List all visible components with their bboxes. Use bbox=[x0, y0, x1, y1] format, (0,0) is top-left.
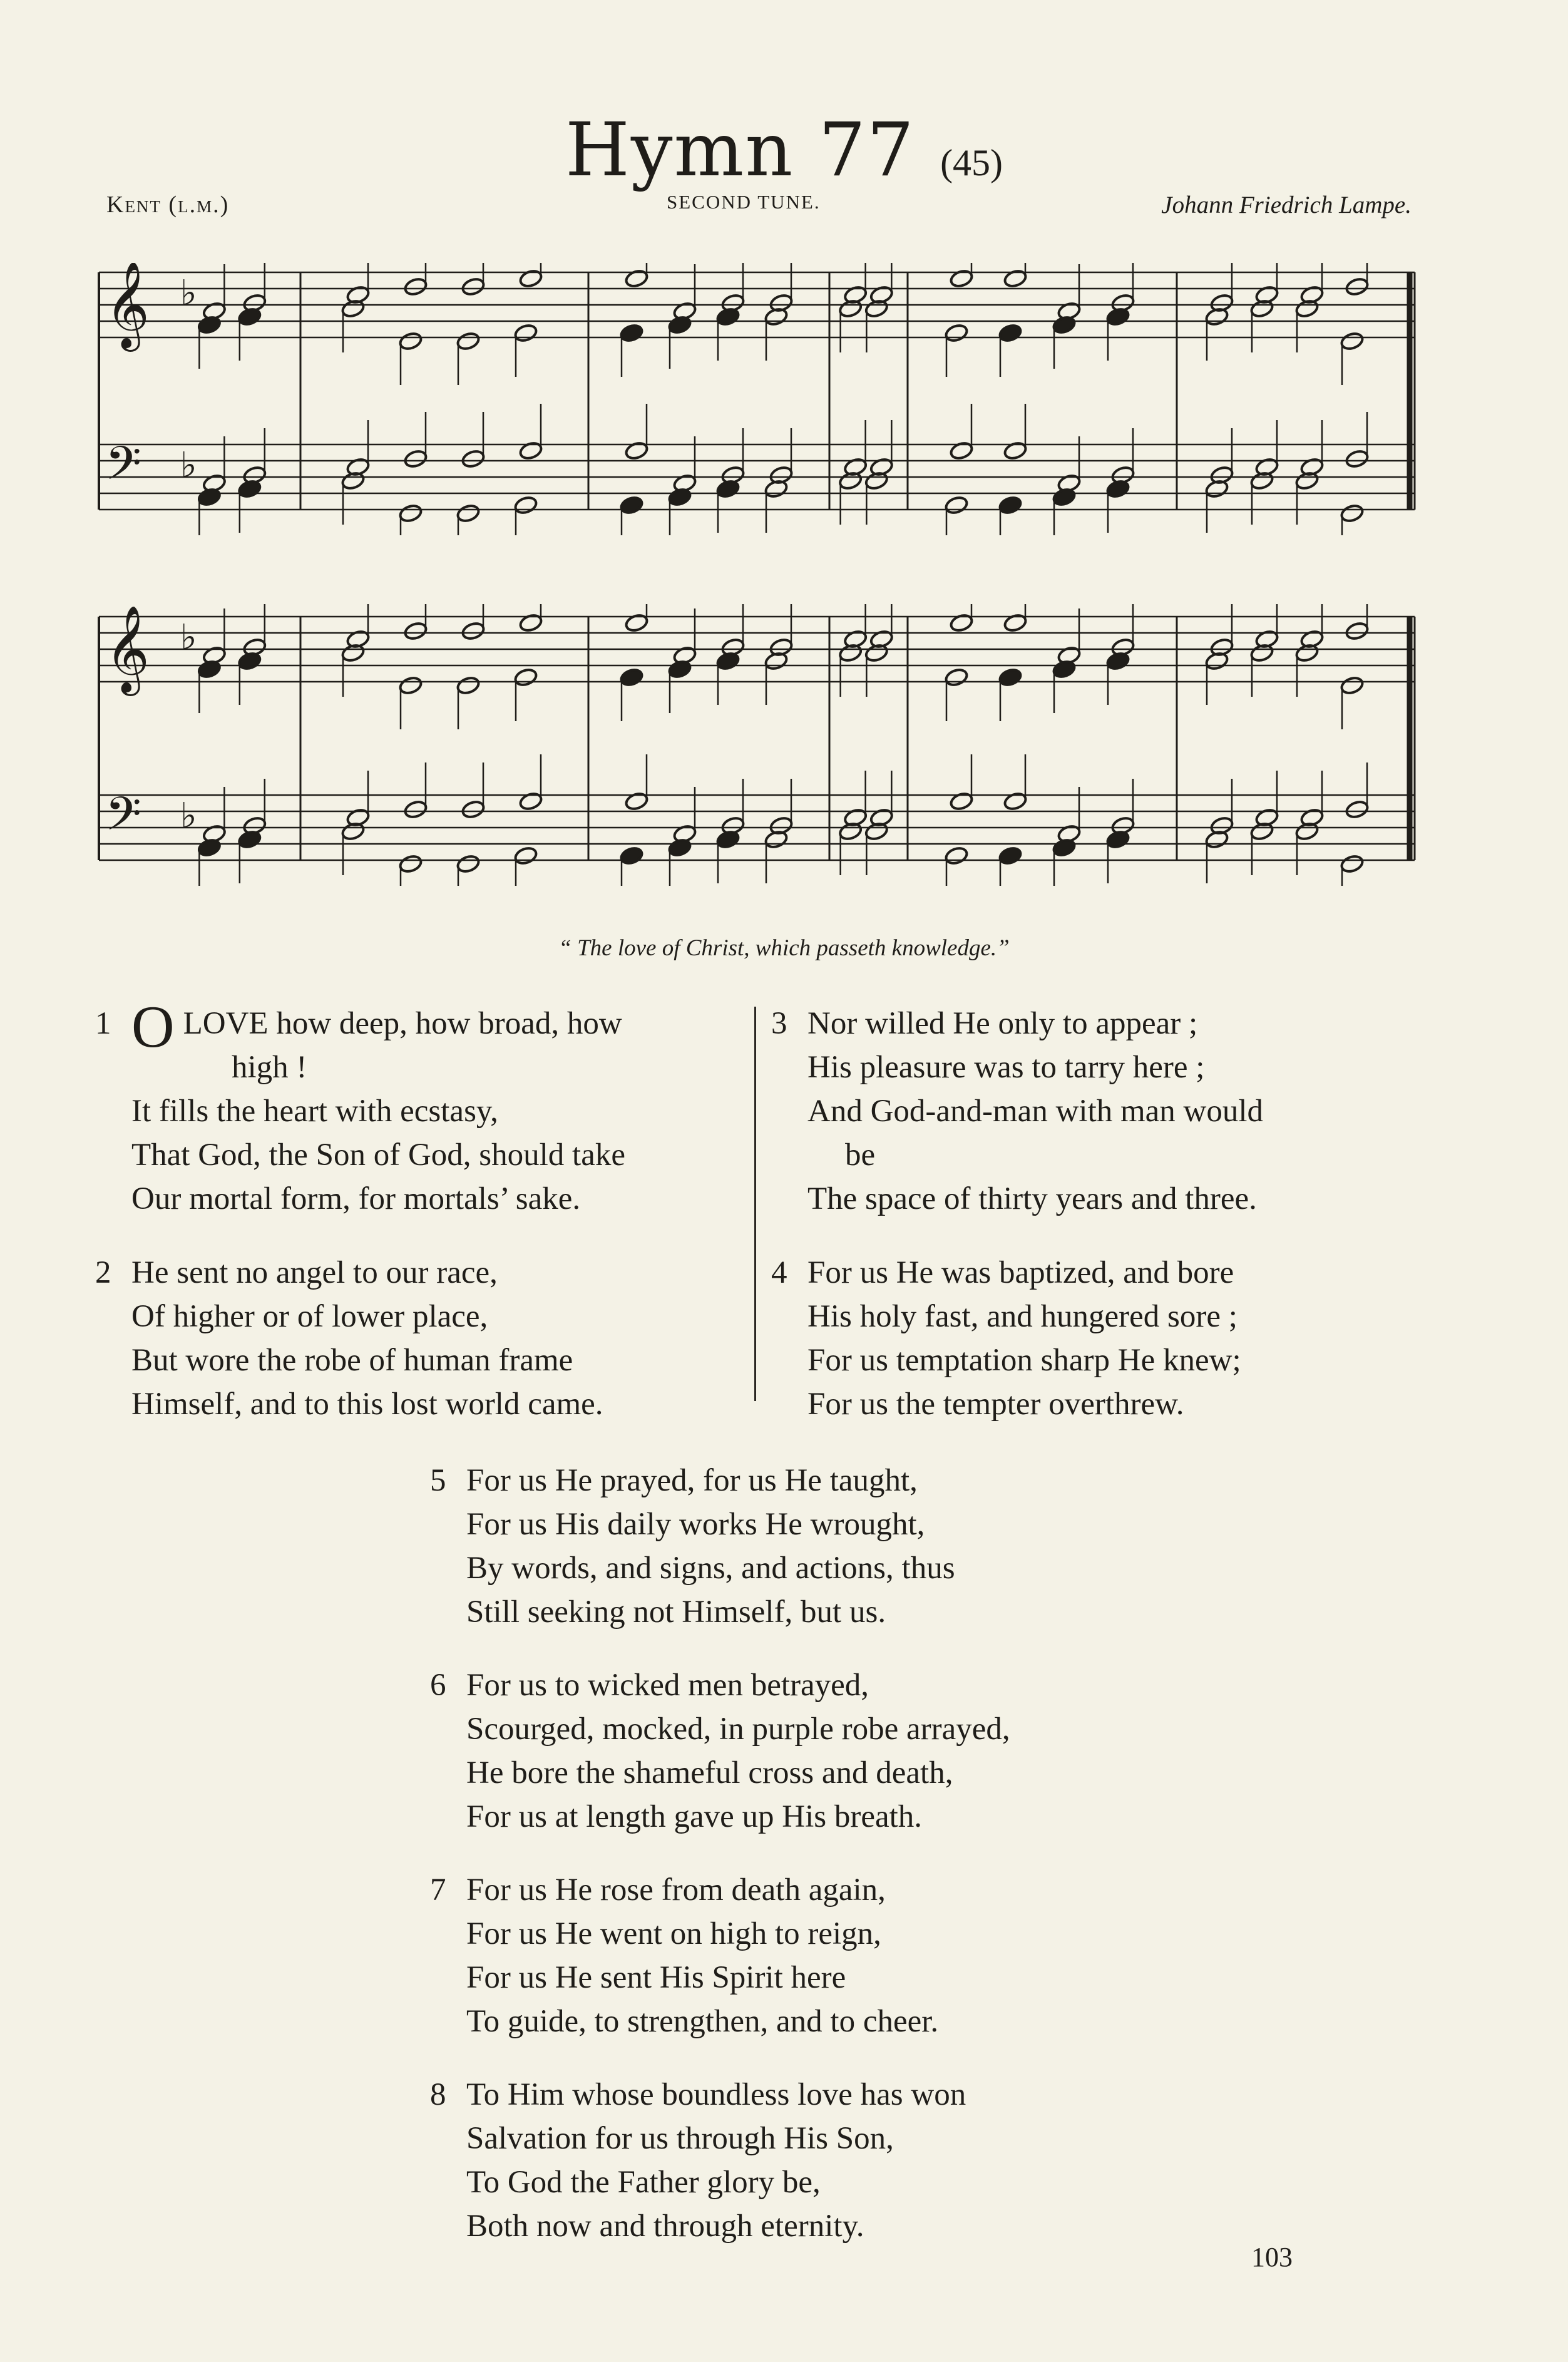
note-head bbox=[1340, 675, 1364, 696]
note-head bbox=[341, 299, 365, 319]
note-head bbox=[456, 675, 480, 696]
note-head bbox=[1294, 299, 1319, 319]
note-head bbox=[944, 323, 968, 343]
verse-line: For us at length gave up His breath. bbox=[466, 1799, 923, 1834]
music-system-2 bbox=[94, 604, 1427, 886]
note-head bbox=[949, 269, 973, 289]
verse-line: By words, and signs, and actions, thus bbox=[466, 1551, 955, 1586]
verse-line: For us the tempter overthrew. bbox=[807, 1387, 1184, 1422]
note-head bbox=[518, 791, 543, 811]
flat-icon: ♭ bbox=[180, 617, 197, 658]
verse-line: It fills the heart with ecstasy, bbox=[131, 1094, 498, 1129]
note-head bbox=[1204, 829, 1229, 850]
note-head bbox=[1003, 441, 1027, 461]
verse-number: 6 bbox=[430, 1668, 446, 1703]
note-head bbox=[624, 791, 648, 811]
verse-number: 4 bbox=[771, 1255, 787, 1290]
note-head bbox=[398, 854, 423, 874]
verse-7 bbox=[430, 1868, 939, 2043]
note-head bbox=[456, 331, 480, 351]
note-head bbox=[197, 315, 222, 335]
note-head bbox=[998, 667, 1022, 687]
verse-line: LOVE how deep, how broad, how bbox=[183, 1006, 622, 1041]
verse-line: He bore the shameful cross and death, bbox=[466, 1755, 953, 1790]
verse-line: Our mortal form, for mortals’ sake. bbox=[131, 1181, 581, 1216]
note-head bbox=[398, 675, 423, 696]
note-head bbox=[864, 643, 889, 663]
note-head bbox=[1204, 479, 1229, 499]
note-head bbox=[1003, 791, 1027, 811]
note-head bbox=[998, 323, 1022, 343]
note-head bbox=[1294, 471, 1319, 491]
note-head bbox=[1052, 659, 1076, 679]
verse-line: For us His daily works He wrought, bbox=[466, 1507, 925, 1542]
note-head bbox=[667, 487, 692, 507]
note-head bbox=[624, 441, 648, 461]
note-head bbox=[1105, 307, 1130, 327]
note-head bbox=[197, 838, 222, 858]
note-head bbox=[1249, 471, 1274, 491]
verse-number: 8 bbox=[430, 2077, 446, 2112]
note-head bbox=[513, 846, 538, 866]
note-head bbox=[1105, 829, 1130, 850]
note-head bbox=[1052, 315, 1076, 335]
verse-line: For us temptation sharp He knew; bbox=[807, 1343, 1241, 1378]
note-head bbox=[838, 643, 863, 663]
note-head bbox=[403, 449, 428, 469]
note-head bbox=[944, 495, 968, 515]
note-head bbox=[1204, 651, 1229, 671]
note-head bbox=[1340, 854, 1364, 874]
verse-line: be bbox=[845, 1137, 876, 1173]
verse-line: The space of thirty years and three. bbox=[807, 1181, 1257, 1216]
verse-line: high ! bbox=[232, 1050, 307, 1085]
verse-line: He sent no angel to our race, bbox=[131, 1255, 498, 1290]
note-head bbox=[715, 307, 740, 327]
note-head bbox=[341, 471, 365, 491]
note-head bbox=[1204, 307, 1229, 327]
page-number: 103 bbox=[1251, 2242, 1293, 2272]
note-head bbox=[398, 503, 423, 523]
hymn-alt-number: (45) bbox=[940, 142, 1003, 183]
note-head bbox=[1294, 643, 1319, 663]
note-head bbox=[518, 613, 543, 633]
note-head bbox=[237, 479, 262, 499]
note-head bbox=[1249, 299, 1274, 319]
note-head bbox=[667, 659, 692, 679]
drop-cap: O bbox=[131, 994, 175, 1060]
note-head bbox=[1345, 799, 1369, 819]
note-head bbox=[1003, 269, 1027, 289]
note-head bbox=[949, 441, 973, 461]
treble-clef-icon: 𝄞 bbox=[105, 263, 150, 348]
note-head bbox=[864, 299, 889, 319]
note-head bbox=[456, 503, 480, 523]
note-head bbox=[197, 659, 222, 679]
verse-line: For us He prayed, for us He taught, bbox=[466, 1463, 918, 1498]
verse-line: For us He was baptized, and bore bbox=[807, 1255, 1234, 1290]
note-head bbox=[1345, 449, 1369, 469]
note-head bbox=[1052, 838, 1076, 858]
verse-line: That God, the Son of God, should take bbox=[131, 1137, 625, 1173]
verse-line: Salvation for us through His Son, bbox=[466, 2121, 894, 2156]
verse-line: For us He sent His Spirit here bbox=[466, 1960, 846, 1995]
note-head bbox=[624, 613, 648, 633]
verse-line: Still seeking not Himself, but us. bbox=[466, 1594, 886, 1630]
verse-line: To Him whose boundless love has won bbox=[466, 2077, 966, 2112]
verse-line: But wore the robe of human frame bbox=[131, 1343, 573, 1378]
note-head bbox=[619, 846, 643, 866]
note-head bbox=[513, 495, 538, 515]
note-head bbox=[341, 821, 365, 841]
note-head bbox=[518, 441, 543, 461]
note-head bbox=[624, 269, 648, 289]
bass-clef-icon: 𝄢 bbox=[105, 787, 141, 853]
note-head bbox=[197, 487, 222, 507]
scripture-motto: “ The love of Christ, which passeth knowledge.” bbox=[558, 935, 1010, 961]
note-head bbox=[715, 829, 740, 850]
verse-4 bbox=[771, 1251, 1241, 1426]
flat-icon: ♭ bbox=[180, 445, 197, 486]
verse-2 bbox=[95, 1251, 603, 1426]
note-head bbox=[838, 471, 863, 491]
hymn-title-text: Hymn 77 bbox=[565, 106, 916, 193]
tune-name: Kent (l.m.) bbox=[106, 192, 230, 218]
verse-line: To God the Father glory be, bbox=[466, 2165, 821, 2200]
note-head bbox=[403, 799, 428, 819]
verse-number: 7 bbox=[430, 1872, 446, 1908]
verse-line: To guide, to strengthen, and to cheer. bbox=[466, 2004, 939, 2039]
verse-number: 3 bbox=[771, 1006, 787, 1041]
note-head bbox=[764, 307, 788, 327]
note-head bbox=[513, 667, 538, 687]
note-head bbox=[403, 277, 428, 297]
verse-line: Both now and through eternity. bbox=[466, 2209, 864, 2244]
verse-1 bbox=[95, 994, 625, 1221]
flat-icon: ♭ bbox=[180, 273, 197, 314]
note-head bbox=[461, 621, 485, 641]
verse-5 bbox=[430, 1459, 955, 1634]
note-head bbox=[838, 821, 863, 841]
bass-clef-icon: 𝄢 bbox=[105, 436, 141, 502]
note-head bbox=[518, 269, 543, 289]
note-head bbox=[461, 277, 485, 297]
note-head bbox=[864, 471, 889, 491]
note-head bbox=[619, 323, 643, 343]
column-divider bbox=[754, 1007, 756, 1401]
treble-clef-icon: 𝄞 bbox=[105, 605, 150, 692]
verse-line: His holy fast, and hungered sore ; bbox=[807, 1299, 1237, 1334]
note-head bbox=[764, 479, 788, 499]
verse-8 bbox=[430, 2073, 966, 2248]
note-head bbox=[667, 315, 692, 335]
note-head bbox=[456, 854, 480, 874]
note-head bbox=[1249, 643, 1274, 663]
note-head bbox=[461, 799, 485, 819]
note-head bbox=[949, 613, 973, 633]
composer: Johann Friedrich Lampe. bbox=[1161, 192, 1412, 218]
note-head bbox=[1345, 621, 1369, 641]
note-head bbox=[619, 667, 643, 687]
note-head bbox=[1340, 331, 1364, 351]
note-head bbox=[944, 667, 968, 687]
note-head bbox=[715, 651, 740, 671]
verse-line: For us to wicked men betrayed, bbox=[466, 1668, 869, 1703]
verse-line: And God-and-man with man would bbox=[807, 1094, 1264, 1129]
note-head bbox=[403, 621, 428, 641]
note-head bbox=[838, 299, 863, 319]
verse-number: 1 bbox=[95, 1006, 111, 1041]
note-head bbox=[237, 829, 262, 850]
note-head bbox=[619, 495, 643, 515]
music-system-1 bbox=[94, 263, 1427, 535]
verse-number: 5 bbox=[430, 1463, 446, 1498]
note-head bbox=[998, 495, 1022, 515]
note-head bbox=[1345, 277, 1369, 297]
note-head bbox=[944, 846, 968, 866]
verse-line: His pleasure was to tarry here ; bbox=[807, 1050, 1205, 1085]
note-head bbox=[1294, 821, 1319, 841]
note-head bbox=[667, 838, 692, 858]
hymn-title bbox=[0, 106, 1568, 193]
note-head bbox=[1105, 651, 1130, 671]
note-head bbox=[1249, 821, 1274, 841]
verse-line: Scourged, mocked, in purple robe arrayed, bbox=[466, 1712, 1010, 1747]
flat-icon: ♭ bbox=[180, 796, 197, 836]
note-head bbox=[513, 323, 538, 343]
verse-6 bbox=[430, 1663, 1010, 1839]
verse-line: For us He rose from death again, bbox=[466, 1872, 886, 1908]
note-head bbox=[1003, 613, 1027, 633]
verse-3 bbox=[771, 1002, 1264, 1221]
note-head bbox=[1340, 503, 1364, 523]
note-head bbox=[764, 829, 788, 850]
note-head bbox=[998, 846, 1022, 866]
verse-line: Of higher or of lower place, bbox=[131, 1299, 488, 1334]
verse-line: Himself, and to this lost world came. bbox=[131, 1387, 603, 1422]
note-head bbox=[764, 651, 788, 671]
note-head bbox=[1105, 479, 1130, 499]
verse-line: Nor willed He only to appear ; bbox=[807, 1006, 1198, 1041]
note-head bbox=[949, 791, 973, 811]
note-head bbox=[461, 449, 485, 469]
note-head bbox=[237, 307, 262, 327]
note-head bbox=[864, 821, 889, 841]
note-head bbox=[1052, 487, 1076, 507]
tune-label: SECOND TUNE. bbox=[667, 191, 821, 213]
verse-number: 2 bbox=[95, 1255, 111, 1290]
note-head bbox=[715, 479, 740, 499]
note-head bbox=[341, 643, 365, 663]
note-head bbox=[237, 651, 262, 671]
note-head bbox=[398, 331, 423, 351]
verse-line: For us He went on high to reign, bbox=[466, 1916, 881, 1951]
